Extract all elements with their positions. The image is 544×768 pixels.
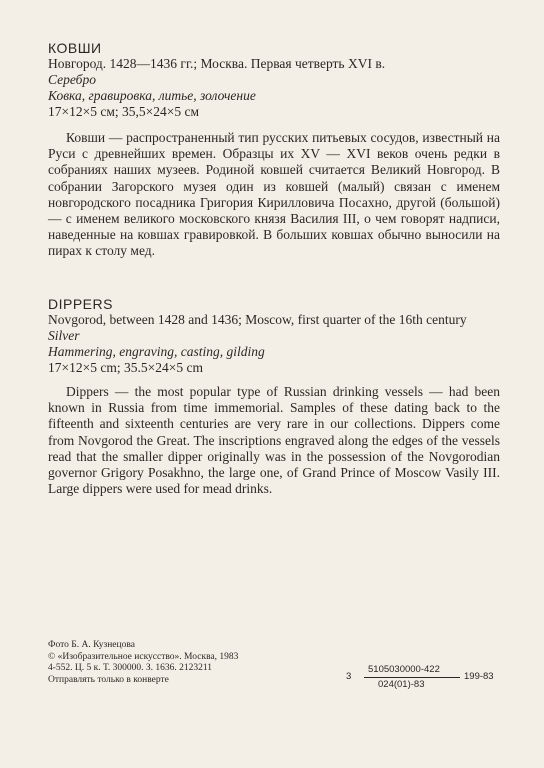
- catalog-code: [346, 664, 506, 692]
- code-numerator: 5105030000-422: [368, 664, 440, 675]
- publisher-line: © «Изобразительное искусство». Москва, 1983: [48, 651, 239, 662]
- code-fraction-rule: [364, 677, 460, 678]
- ru-technique: Ковка, гравировка, литье, золочение: [48, 88, 256, 103]
- en-title: DIPPERS: [48, 296, 113, 312]
- mailing-note: Отправлять только в конверте: [48, 674, 169, 685]
- russian-caption: [48, 40, 500, 120]
- en-paragraph: Dippers — the most popular type of Russian drinking vessels — had been known in Russia from time immemorial. Samples of these dating back to the fifteenth and sixteenth centuries are very rare in our collections. Dippers come from Novgorod the Great. The inscriptions engraved along the edges of the vessels read that the smaller dipper originally was in the possession of the Novgorodian governor Grigory Posakhno, the large one, of Grand Prince of Moscow Vasily III. Large dippers were used for mead drinks.: [48, 384, 500, 497]
- english-description: [48, 384, 500, 497]
- code-denominator: 024(01)-83: [378, 679, 425, 690]
- publication-info: [48, 640, 348, 686]
- code-prefix: 3: [346, 671, 352, 682]
- russian-description: [48, 130, 500, 260]
- ru-material: Серебро: [48, 72, 96, 87]
- ru-origin-date: Новгород. 1428—1436 гг.; Москва. Первая четверть XVI в.: [48, 56, 386, 71]
- ru-title: КОВШИ: [48, 40, 102, 56]
- ru-dimensions: 17×12×5 см; 35,5×24×5 см: [48, 104, 200, 119]
- en-material: Silver: [48, 328, 80, 343]
- print-details: 4-552. Ц. 5 к. Т. 300000. З. 1636. 2123211: [48, 663, 213, 673]
- en-origin-date: Novgorod, between 1428 and 1436; Moscow, first quarter of the 16th century: [48, 312, 467, 327]
- en-dimensions: 17×12×5 cm; 35.5×24×5 cm: [48, 360, 203, 375]
- en-technique: Hammering, engraving, casting, gilding: [48, 344, 265, 359]
- ru-paragraph: Ковши — распространенный тип русских питьевых сосудов, известный на Руси с древнейших времен. Образцы их XV — XVI веков очень редки в собраниях наших музеев. Родиной ковшей считается Великий Новгород. В собрании Загорского музея один из ковшей (малый) связан с именем новгородского посадника Григория Кирилловича Посахно, другой (большой) — с именем великого московского князя Василия III, о чем говорят надписи, наведенные на ковшах гравировкой. В больших ковшах обычно выносили на пирах к столу мед.: [48, 130, 500, 259]
- code-suffix: 199-83: [464, 671, 494, 682]
- english-caption: [48, 296, 500, 376]
- photo-credit: Фото Б. А. Кузнецова: [48, 640, 135, 650]
